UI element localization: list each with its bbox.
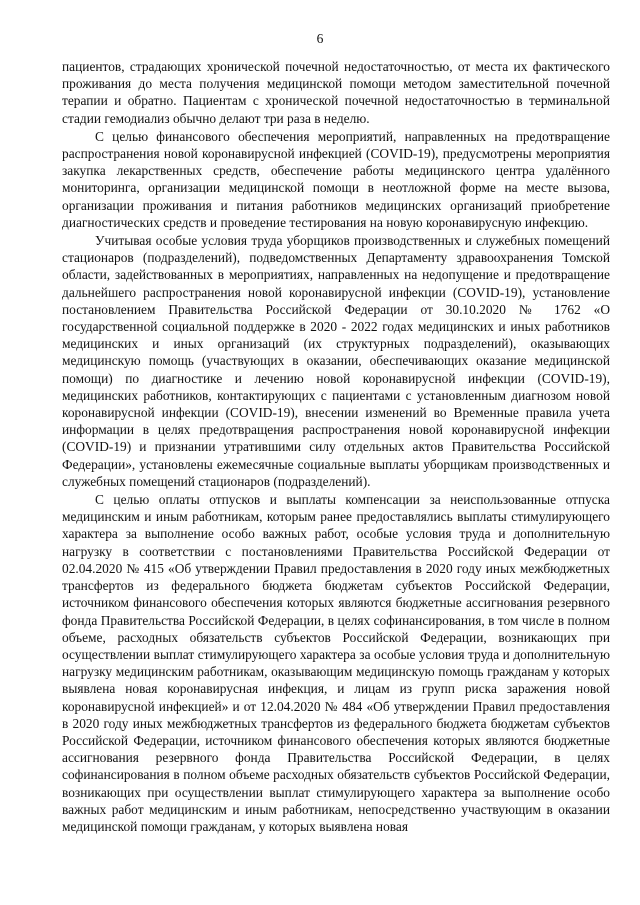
page-number: 6	[316, 31, 324, 46]
paragraph-covid-financing: С целью финансового обеспечения мероприятий, направленных на предотвращение распространения новой коронавирусной инфекцией (COVID-19), предусмотрены мероприятия закупка лекарственных средств, обеспечение работы медицинского центра удалённого мониторинга, организации медицинской помощи в неотложной форме на месте вызова, организации проживания и питания работников медицинских организаций приобретение диагностических средств и проведение тестирования на новую коронавирусную инфекцию.	[62, 128, 610, 230]
paragraph-dialysis-transport: пациентов, страдающих хронической почечной недостаточностью, от места их фактического проживания до места получения медицинской помощи методом заместительной почечной терапии и обратно. Пациентам с хронической почечной недостаточностью в терминальной стадии гемодиализ обычно делают три раза в неделю.	[62, 59, 610, 126]
paragraph-vacation-compensation: С целью оплаты отпусков и выплаты компенсации за неиспользованные отпуска медицинским и иным работникам, которым ранее предоставлялись выплаты стимулирующего характера за выполнение особо важных работ, особые условия труда и дополнительную нагрузку в соответствии с постановлениями Правительства Российской Федерации от 02.04.2020 № 415 «Об утверждении Правил предоставления в 2020 году иных межбюджетных трансфертов из федерального бюджета бюджетам субъектов Российской Федерации, источником финансового обеспечения которых являются бюджетные ассигнования резервного фонда Правительства Российской Федерации, в целях софинансирования, в том числе в полном объеме, расходных обязательств субъектов Российской Федерации, возникающих при осуществлении выплат стимулирующего характера за особые условия труда и дополнительную нагрузку медицинским работникам, оказывающим медицинскую помощь гражданам у которых выявлена новая коронавирусная инфекция, и лицам из групп риска заражения новой коронавирусной инфекцией» и от 12.04.2020 № 484 «Об утверждении Правил предоставления в 2020 году иных межбюджетных трансфертов из федерального бюджета бюджетам субъектов Российской Федерации, источником финансового обеспечения которых являются бюджетные ассигнования резервного фонда Правительства Российской Федерации, в целях софинансирования в полном объеме расходных обязательств субъектов Российской Федерации, возникающих при осуществлении выплат стимулирующего характера за выполнение особо важных работ медицинским и иным работникам, непосредственно участвующим в оказании медицинской помощи гражданам, у которых выявлена новая	[62, 492, 610, 834]
document-body	[62, 58, 610, 835]
paragraph-cleaners-payments: Учитывая особые условия труда уборщиков производственных и служебных помещений стационаров (подразделений), подведомственных Департаменту здравоохранения Томской области, задействованных в мероприятиях, направленных на недопущение и предотвращение дальнейшего распространения новой коронавирусной инфекции (COVID-19), установление постановлением Правительства Российской Федерации от 30.10.2020 № 1762 «О государственной социальной поддержке в 2020 - 2022 годах медицинских и иных работников медицинских и иных организаций (их структурных подразделений), оказывающих медицинскую помощь (участвующих в оказании, обеспечивающих оказание медицинской помощи) по диагностике и лечению новой коронавирусной инфекции (COVID-19), медицинских работников, контактирующих с пациентами с установленным диагнозом новой коронавирусной инфекции (COVID-19), внесении изменений во Временные правила учета информации в целях предотвращения распространения новой коронавирусной инфекции (COVID-19) и признании утратившими силу отдельных актов Правительства Российской Федерации», установлены ежемесячные социальные выплаты уборщикам производственных и служебных помещений стационаров (подразделений).	[62, 233, 610, 489]
